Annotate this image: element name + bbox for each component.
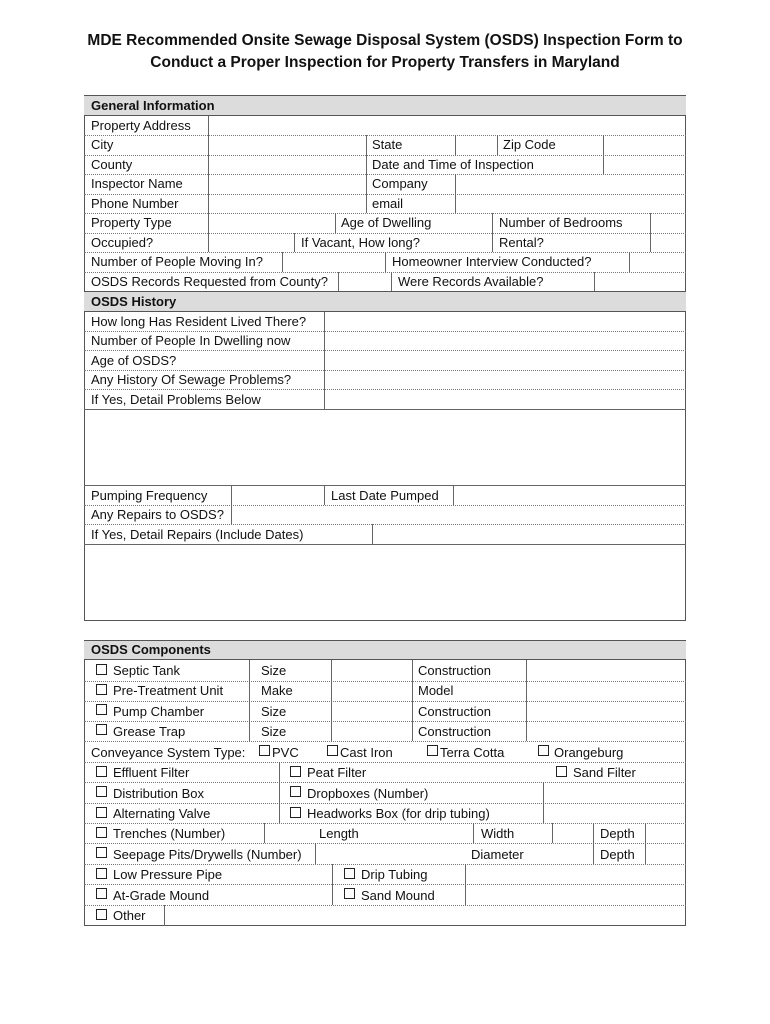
column-divider [603,135,604,174]
rental-label: Rental? [499,235,544,250]
pump-chamber-construction-label: Construction [418,704,491,719]
sand-mound-checkbox[interactable] [344,888,355,899]
trenches-label: Trenches (Number) [113,826,226,841]
inspector-name-label: Inspector Name [91,176,183,191]
column-divider [492,213,493,252]
form-title [0,30,770,74]
sand-filter-checkbox[interactable] [556,766,567,777]
people-in-dwelling-label: Number of People In Dwelling now [91,333,291,348]
column-divider [594,272,595,291]
sand-mound-label: Sand Mound [361,888,435,903]
column-divider [391,272,392,291]
row-divider [84,370,686,371]
alternating-valve-checkbox[interactable] [96,807,107,818]
drip-tubing-checkbox[interactable] [344,868,355,879]
phone-number-label: Phone Number [91,196,179,211]
sewage-problems-label: Any History Of Sewage Problems? [91,372,292,387]
distribution-box-label: Distribution Box [113,786,205,801]
column-divider [249,660,250,741]
pump-chamber-size-label: Size [261,704,287,719]
seepage-pits-checkbox[interactable] [96,847,107,858]
property-type-label: Property Type [91,215,172,230]
homeowner-interview-label: Homeowner Interview Conducted? [392,254,592,269]
effluent-filter-checkbox[interactable] [96,766,107,777]
osds-history-title: OSDS History [91,294,177,309]
age-of-osds-label: Age of OSDS? [91,353,177,368]
records-available-label: Were Records Available? [398,274,544,289]
peat-filter-checkbox[interactable] [290,766,301,777]
terra-cotta-checkbox[interactable] [427,745,438,756]
peat-filter-label: Peat Filter [307,765,367,780]
column-divider [231,505,232,524]
row-divider [84,803,686,804]
column-divider [315,843,316,864]
general-information-title: General Information [91,98,215,113]
trenches-width-label: Width [481,826,515,841]
other-label: Other [113,908,146,923]
cast-iron-checkbox[interactable] [327,745,338,756]
row-divider [84,389,686,390]
septic-tank-size-label: Size [261,663,287,678]
detail-repairs-label: If Yes, Detail Repairs (Include Dates) [91,527,304,542]
row-divider [84,485,686,486]
title-line-1: MDE Recommended Onsite Sewage Disposal System (OSDS) Inspection Form to [87,32,683,49]
column-divider [335,213,336,233]
repairs-details-area[interactable] [85,545,685,620]
row-divider [84,135,686,136]
headworks-box-label: Headworks Box (for drip tubing) [307,806,490,821]
seepage-diameter-label: Diameter [471,847,524,862]
pumping-frequency-label: Pumping Frequency [91,488,208,503]
vacant-duration-label: If Vacant, How long? [301,235,420,250]
state-label: State [372,137,403,152]
email-label: email [372,196,404,211]
at-grade-mound-label: At-Grade Mound [113,888,210,903]
age-of-dwelling-label: Age of Dwelling [341,215,432,230]
conveyance-system-label: Conveyance System Type: [91,745,246,760]
column-divider [455,135,456,155]
column-divider [526,660,527,741]
column-divider [324,312,325,409]
effluent-filter-label: Effluent Filter [113,765,190,780]
pretreatment-unit-checkbox[interactable] [96,684,107,695]
county-label: County [91,157,133,172]
row-divider [84,524,686,525]
pretreatment-make-label: Make [261,683,293,698]
column-divider [645,823,646,864]
row-divider [84,701,686,702]
column-divider [338,272,339,291]
column-divider [294,233,295,252]
row-divider [84,681,686,682]
city-label: City [91,137,114,152]
trenches-checkbox[interactable] [96,827,107,838]
septic-tank-label: Septic Tank [113,663,180,678]
row-divider [84,213,686,214]
pretreatment-model-label: Model [418,683,454,698]
dropboxes-label: Dropboxes (Number) [307,786,429,801]
terra-cotta-label: Terra Cotta [440,745,505,760]
column-divider [385,252,386,272]
column-divider [497,135,498,155]
other-checkbox[interactable] [96,909,107,920]
resident-duration-label: How long Has Resident Lived There? [91,314,307,329]
row-divider [84,272,686,273]
septic-tank-construction-label: Construction [418,663,491,678]
headworks-box-checkbox[interactable] [290,807,301,818]
repairs-label: Any Repairs to OSDS? [91,507,224,522]
number-of-bedrooms-label: Number of Bedrooms [499,215,623,230]
column-divider [366,135,367,213]
column-divider [412,660,413,741]
column-divider [164,905,165,926]
column-divider [324,485,325,505]
column-divider [372,524,373,544]
row-divider [84,331,686,332]
column-divider [593,823,594,864]
septic-tank-checkbox[interactable] [96,664,107,675]
row-divider [84,864,686,865]
zip-code-label: Zip Code [503,137,556,152]
property-address-label: Property Address [91,118,191,133]
seepage-depth-label: Depth [600,847,635,862]
pvc-checkbox[interactable] [259,745,270,756]
trenches-depth-label: Depth [600,826,635,841]
alternating-valve-label: Alternating Valve [113,806,211,821]
problems-details-area[interactable] [85,410,685,485]
osds-components-title: OSDS Components [91,642,211,657]
pretreatment-unit-label: Pre-Treatment Unit [113,683,224,698]
detail-problems-label: If Yes, Detail Problems Below [91,392,261,407]
row-divider [84,155,686,156]
column-divider [629,252,630,272]
row-divider [84,721,686,722]
column-divider [650,213,651,252]
grease-trap-size-label: Size [261,724,287,739]
drip-tubing-label: Drip Tubing [361,867,428,882]
row-divider [84,843,686,844]
low-pressure-pipe-checkbox[interactable] [96,868,107,879]
row-divider [84,823,686,824]
at-grade-mound-checkbox[interactable] [96,888,107,899]
row-divider [84,194,686,195]
column-divider [552,823,553,843]
low-pressure-pipe-label: Low Pressure Pipe [113,867,223,882]
people-moving-in-label: Number of People Moving In? [91,254,263,269]
last-date-pumped-label: Last Date Pumped [331,488,439,503]
title-line-2: Conduct a Proper Inspection for Property Transfers in Maryland [150,54,620,71]
column-divider [453,485,454,505]
inspection-date-time-label: Date and Time of Inspection [372,157,534,172]
seepage-pits-label: Seepage Pits/Drywells (Number) [113,847,302,862]
occupied-label: Occupied? [91,235,154,250]
orangeburg-checkbox[interactable] [538,745,549,756]
pvc-label: PVC [272,745,299,760]
pump-chamber-checkbox[interactable] [96,704,107,715]
column-divider [473,823,474,843]
grease-trap-construction-label: Construction [418,724,491,739]
column-divider [332,864,333,905]
dropboxes-checkbox[interactable] [290,786,301,797]
row-divider [84,233,686,234]
column-divider [282,252,283,272]
column-divider [264,823,265,843]
grease-trap-label: Grease Trap [113,724,186,739]
row-divider [84,350,686,351]
records-requested-label: OSDS Records Requested from County? [91,274,328,289]
cast-iron-label: Cast Iron [340,745,393,760]
row-divider [84,782,686,783]
trenches-length-label: Length [319,826,359,841]
pump-chamber-label: Pump Chamber [113,704,205,719]
company-label: Company [372,176,428,191]
row-divider [84,762,686,763]
distribution-box-checkbox[interactable] [96,786,107,797]
sand-filter-label: Sand Filter [573,765,636,780]
column-divider [208,116,209,252]
row-divider [84,884,686,885]
column-divider [465,864,466,905]
grease-trap-checkbox[interactable] [96,724,107,735]
column-divider [543,782,544,823]
column-divider [279,762,280,823]
column-divider [331,660,332,741]
orangeburg-label: Orangeburg [554,745,624,760]
row-divider [84,905,686,906]
column-divider [231,485,232,505]
row-divider [84,174,686,175]
row-divider [84,505,686,506]
column-divider [455,174,456,213]
row-divider [84,741,686,742]
